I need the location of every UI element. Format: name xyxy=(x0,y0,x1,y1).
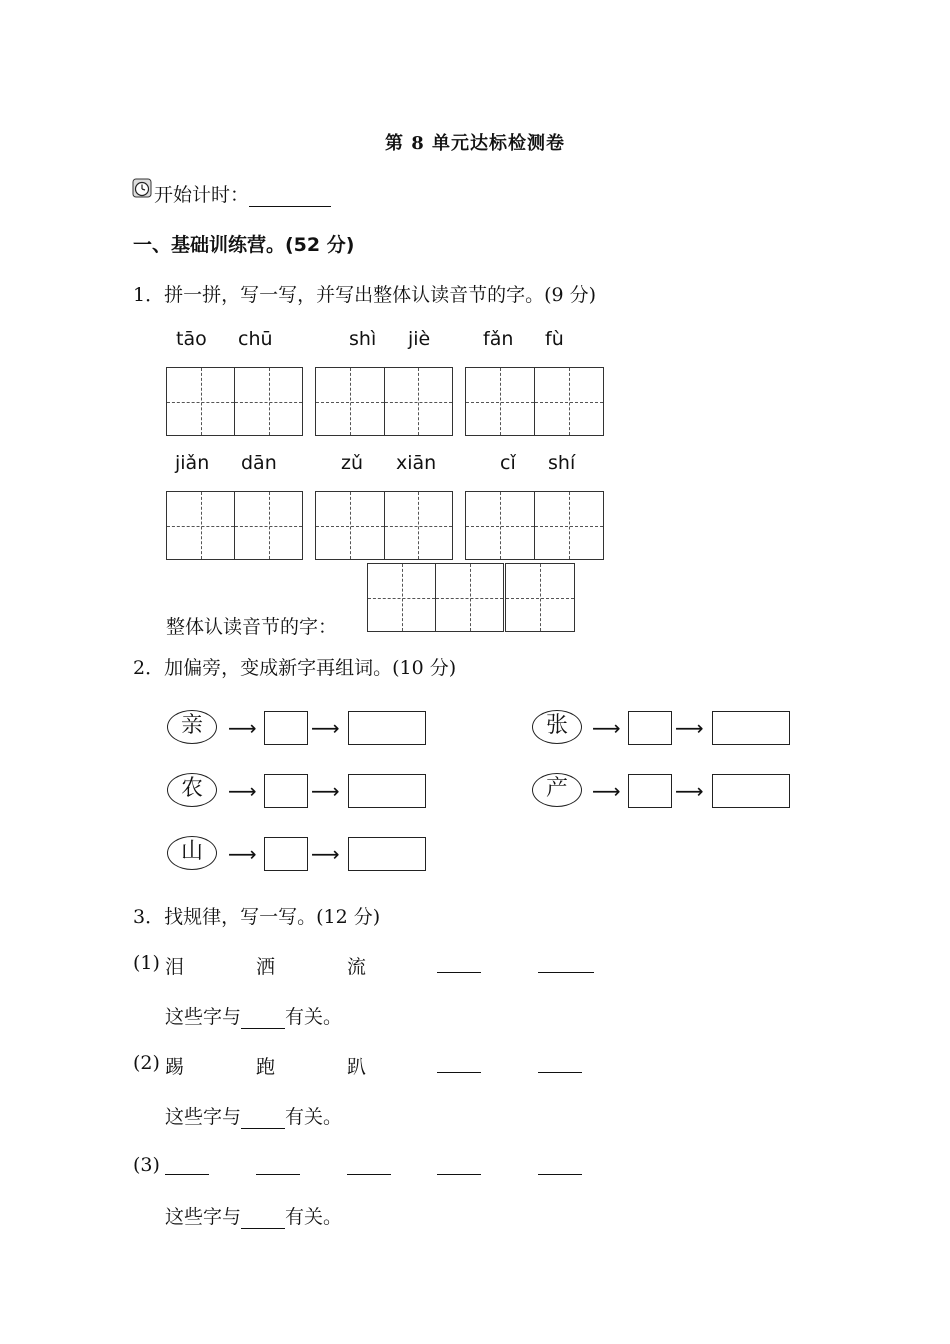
answer-blank[interactable] xyxy=(437,1154,481,1175)
item-number: (1) xyxy=(133,952,160,974)
char-circle: 农 xyxy=(167,773,217,807)
pinyin: zǔ xyxy=(341,452,364,474)
word-box[interactable] xyxy=(712,711,790,745)
answer-blank[interactable] xyxy=(241,1008,285,1029)
answer-blank[interactable] xyxy=(165,1154,209,1175)
relation-prefix: 这些字与 xyxy=(165,1006,242,1028)
writing-grid[interactable] xyxy=(505,563,575,632)
relation-suffix: 有关。 xyxy=(285,1106,343,1128)
pinyin: fù xyxy=(545,328,564,350)
relation-line xyxy=(165,1102,342,1129)
answer-blank[interactable] xyxy=(538,1052,582,1073)
relation-prefix: 这些字与 xyxy=(165,1206,242,1228)
char-circle: 亲 xyxy=(167,710,217,744)
item-char: 泪 xyxy=(165,956,185,978)
radical-box[interactable] xyxy=(264,774,308,808)
timer-label: 开始计时： xyxy=(154,184,250,206)
item-char: 踢 xyxy=(165,1056,185,1078)
char-circle: 山 xyxy=(167,836,217,870)
item-char: 趴 xyxy=(347,1056,367,1078)
char-circle: 产 xyxy=(532,773,582,807)
page-title: 第 8 单元达标检测卷 xyxy=(384,133,566,154)
item-number: (3) xyxy=(133,1154,160,1176)
pinyin: jiǎn xyxy=(175,452,210,474)
word-box[interactable] xyxy=(348,837,426,871)
answer-blank[interactable] xyxy=(241,1108,285,1129)
q3-prompt: 3．找规律，写一写。(12 分) xyxy=(133,906,381,928)
pinyin: chū xyxy=(238,328,273,350)
whole-syllable-label: 整体认读音节的字： xyxy=(166,616,338,638)
arrow-icon: ⟶ xyxy=(675,716,704,740)
arrow-icon: ⟶ xyxy=(675,779,704,803)
arrow-icon: ⟶ xyxy=(592,716,621,740)
arrow-icon: ⟶ xyxy=(311,779,340,803)
arrow-icon: ⟶ xyxy=(311,842,340,866)
radical-box[interactable] xyxy=(628,711,672,745)
item-number: (2) xyxy=(133,1052,160,1074)
writing-grid[interactable] xyxy=(315,367,453,436)
word-box[interactable] xyxy=(348,711,426,745)
writing-grid[interactable] xyxy=(166,491,303,560)
pinyin: xiān xyxy=(396,452,437,474)
pinyin: shì xyxy=(349,328,377,350)
pinyin: jiè xyxy=(408,328,431,350)
timer-row xyxy=(154,180,331,207)
radical-box[interactable] xyxy=(264,711,308,745)
answer-blank[interactable] xyxy=(538,1154,582,1175)
word-box[interactable] xyxy=(712,774,790,808)
pinyin: cǐ xyxy=(500,452,516,474)
answer-blank[interactable] xyxy=(347,1154,391,1175)
arrow-icon: ⟶ xyxy=(592,779,621,803)
answer-blank[interactable] xyxy=(538,952,594,973)
writing-grid[interactable] xyxy=(367,563,504,632)
relation-prefix: 这些字与 xyxy=(165,1106,242,1128)
answer-blank[interactable] xyxy=(256,1154,300,1175)
word-box[interactable] xyxy=(348,774,426,808)
pinyin: dān xyxy=(241,452,277,474)
relation-suffix: 有关。 xyxy=(285,1006,343,1028)
relation-line xyxy=(165,1202,342,1229)
arrow-icon: ⟶ xyxy=(228,779,257,803)
answer-blank[interactable] xyxy=(437,952,481,973)
relation-line xyxy=(165,1002,342,1029)
arrow-icon: ⟶ xyxy=(311,716,340,740)
pinyin: fǎn xyxy=(483,328,514,350)
writing-grid[interactable] xyxy=(315,491,453,560)
section-heading: 一、基础训练营。(52 分) xyxy=(133,234,355,256)
writing-grid[interactable] xyxy=(166,367,303,436)
item-char: 流 xyxy=(347,956,367,978)
answer-blank[interactable] xyxy=(241,1208,285,1229)
radical-box[interactable] xyxy=(264,837,308,871)
char-circle: 张 xyxy=(532,710,582,744)
relation-suffix: 有关。 xyxy=(285,1206,343,1228)
writing-grid[interactable] xyxy=(465,367,604,436)
q1-prompt: 1．拼一拼，写一写，并写出整体认读音节的字。(9 分) xyxy=(133,284,597,306)
radical-box[interactable] xyxy=(628,774,672,808)
item-char: 洒 xyxy=(256,956,276,978)
clock-icon xyxy=(132,178,152,198)
answer-blank[interactable] xyxy=(437,1052,481,1073)
writing-grid[interactable] xyxy=(465,491,604,560)
pinyin: shí xyxy=(548,452,576,474)
arrow-icon: ⟶ xyxy=(228,716,257,740)
timer-blank[interactable] xyxy=(249,186,331,207)
item-char: 跑 xyxy=(256,1056,276,1078)
arrow-icon: ⟶ xyxy=(228,842,257,866)
q2-prompt: 2．加偏旁，变成新字再组词。(10 分) xyxy=(133,657,457,679)
pinyin: tāo xyxy=(176,328,207,350)
